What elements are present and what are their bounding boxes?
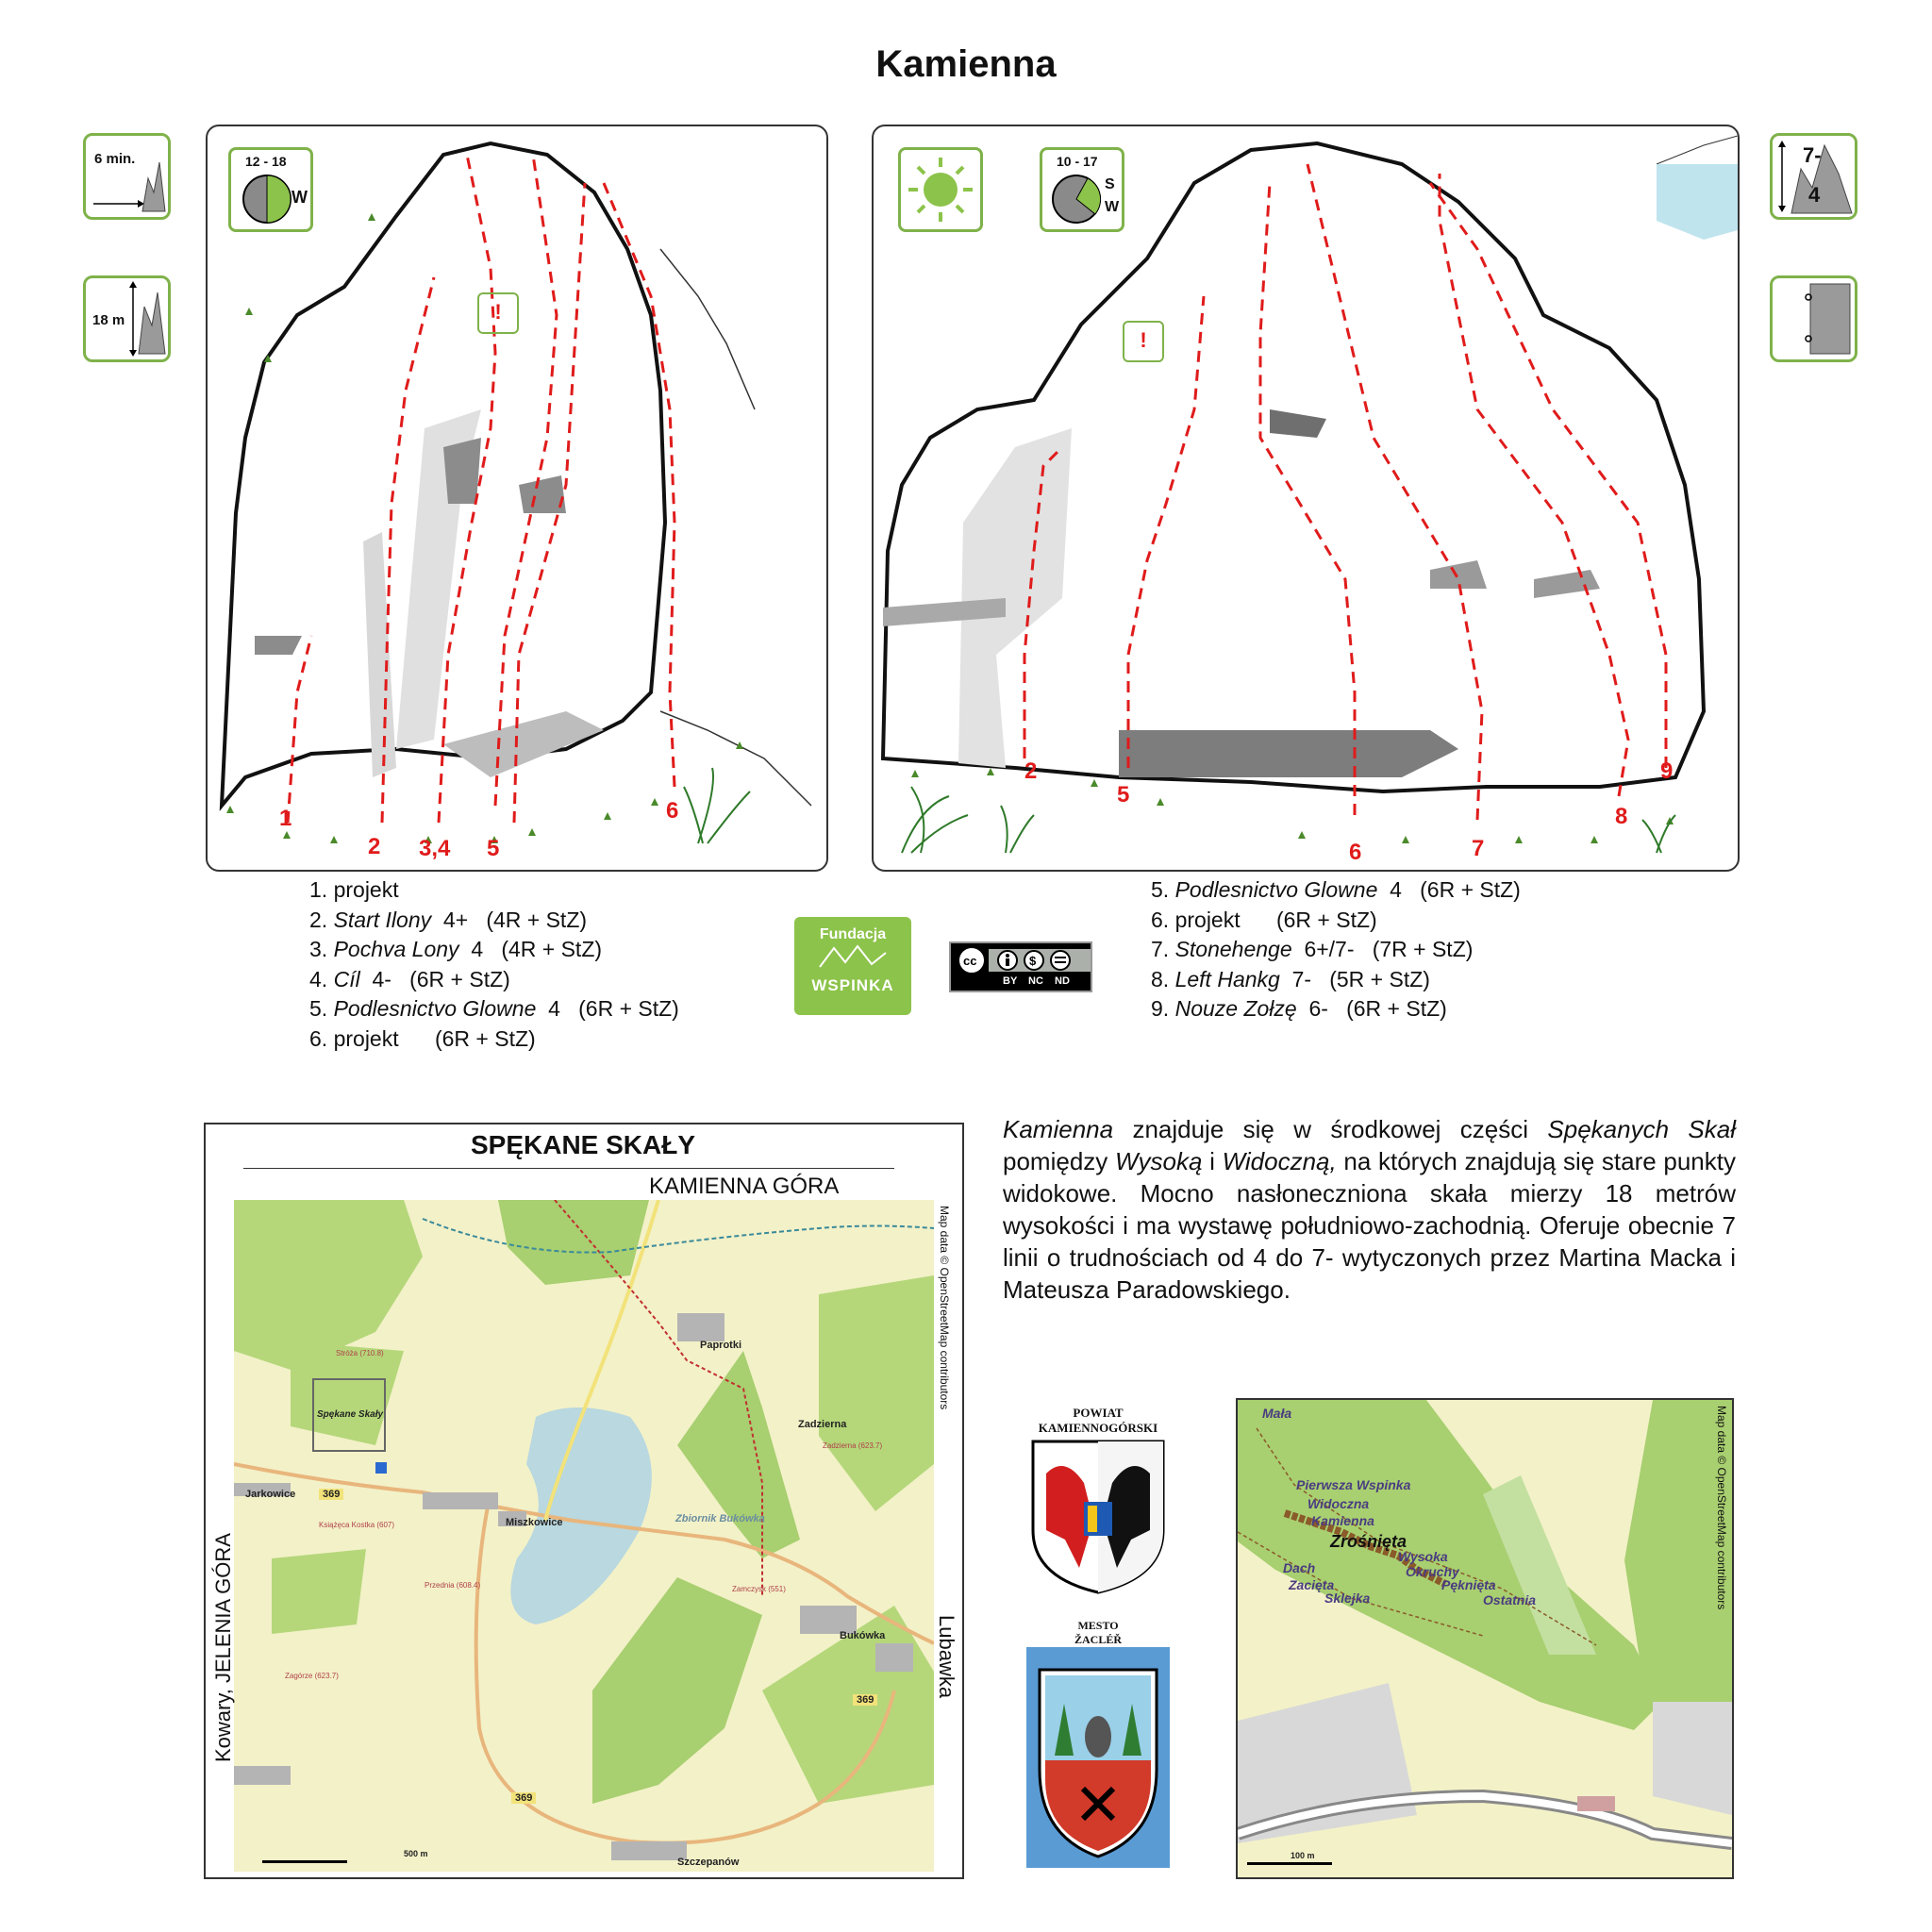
map-credit: Map data © OpenStreetMap contributors [938,1206,951,1410]
map-place: Paprotki [700,1340,742,1351]
sun-left-hours: 12 - 18 [245,154,287,169]
sun-clock-icon [241,173,293,225]
route-item: 5. Podlesnictvo Glowne 4 (6R + StZ) [1151,877,1521,902]
map-direction-right: Lubawka [935,1615,958,1699]
route-number: 3,4 [419,836,451,861]
route-number: 9 [1660,758,1674,784]
sector-label: Okruchy [1406,1564,1459,1579]
sun-right-direction: S [1105,176,1115,192]
topo-right-panel [872,125,1740,872]
topo-left-drawing [208,126,826,870]
approach-time-label: 6 min. [94,151,136,167]
sector-label: Pęknięta [1441,1577,1496,1592]
sector-label: Widoczna [1307,1496,1370,1511]
sun-left-direction: W [291,188,308,207]
cc-license-badge: cc $ BY NC ND [949,941,1092,992]
topo-right-drawing [874,126,1738,870]
grade-top-label: 7- [1803,143,1822,167]
warning-loose-rock-icon: ! [1123,321,1164,362]
route-number: 6 [666,798,679,824]
svg-text:cc: cc [963,954,977,968]
powiat-eagle-icon [1027,1436,1169,1594]
map-title: SPĘKANE SKAŁY [470,1130,696,1159]
svg-text:$: $ [1029,954,1037,968]
route-number: 8 [1615,804,1628,829]
map-place: Szczepanów [677,1857,740,1868]
detail-map-graphic [1238,1400,1732,1877]
route-number: 5 [487,836,500,861]
map-scale-label: 500 m [404,1849,428,1858]
map-place: Bukówka [840,1630,886,1641]
route-number: 5 [1117,782,1130,808]
map-peak: Zagórze (623.7) [285,1672,339,1680]
topo-left-panel [206,125,828,872]
map-direction-top: KAMIENNA GÓRA [649,1174,840,1199]
map-place: Jarkowice [245,1489,296,1500]
map-peak: Książęca Kostka (607) [319,1521,395,1529]
sun-icon [898,147,983,232]
map-peak: Stróża (710.8) [336,1349,384,1357]
route-item: 1. projekt [309,877,399,902]
sun-clock-icon [1050,173,1103,225]
map-direction-left: Kowary, JELENIA GÓRA [211,1533,235,1762]
height-label: 18 m [92,312,125,328]
map-lake-label: Zbiornik Bukówka [675,1513,765,1524]
powiat-crest: POWIAT KAMIENNOGÓRSKI [1026,1406,1170,1594]
route-number: 2 [368,834,381,859]
map-scale-label: 100 m [1291,1851,1315,1860]
route-item: 3. Pochva Lony 4 (4R + StZ) [309,937,603,961]
sector-label: Zacięta [1289,1577,1335,1592]
sector-label: Dach [1283,1560,1316,1575]
road-number: 369 [853,1694,877,1706]
overview-map-graphic [234,1200,934,1872]
sector-label: Sklejka [1324,1591,1371,1606]
route-item: 5. Podlesnictvo Glowne 4 (6R + StZ) [309,996,679,1021]
route-item: 7. Stonehenge 6+/7- (7R + StZ) [1151,937,1474,961]
approach-arrow-icon [86,136,168,217]
height-arrow-icon [86,278,168,359]
route-legend-left [309,875,679,1054]
map-peak: Przednia (608.4) [425,1581,481,1590]
map-credit: Map data © OpenStreetMap contributors [1715,1406,1728,1610]
map-peak: Zamczysk (551) [732,1585,786,1593]
route-item: 6. projekt (6R + StZ) [309,1025,536,1051]
route-number: 6 [1349,840,1362,865]
overview-map [204,1123,964,1879]
map-place: Miszkowice [506,1517,563,1528]
approach-time-icon [83,133,171,220]
grade-bottom-label: 4 [1808,183,1821,207]
fundacja-wspinka-logo: Fundacja WSPINKA [794,917,911,1015]
sector-label: Ostatnia [1483,1592,1537,1607]
route-number: 7 [1472,836,1485,861]
sector-label: Zrośnięta [1330,1532,1407,1551]
crag-description: Kamienna znajduje się w środkowej części Spękanych Skał pomiędzy Wysoką i Widoczną, na których znajdują się stare punkty widokowe. Mocno nasłoneczniona skała mierzy 18 metrów wysokości i ma wystawę południowo-zachodnią. Oferuje obecnie 7 linii o trudnościach od 4 do 7- wytyczonych przez Martina Macka i Mateusza Paradowskiego. [1003,1115,1736,1304]
cc-icons [951,943,1091,974]
map-place: Zadzierna [798,1419,847,1430]
route-item: 9. Nouze Zołzę 6- (6R + StZ) [1151,996,1447,1021]
map-peak: Zadzierna (623.7) [823,1441,883,1450]
page-title: Kamienna [875,43,1057,85]
detail-map [1236,1398,1734,1879]
road-number: 369 [511,1792,536,1804]
bolts-icon [1770,275,1857,362]
sector-label: Mała [1262,1406,1292,1421]
sector-label: Kamienna [1311,1513,1374,1528]
route-item: 4. Cíl 4- (6R + StZ) [309,966,510,991]
zacler-crest: MESTO ŽACLÉŘ [1026,1619,1170,1875]
route-item: 2. Start Ilony 4+ (4R + StZ) [309,907,588,932]
route-number: 1 [279,806,292,831]
route-item: 6. projekt (6R + StZ) [1151,907,1377,932]
route-item: 8. Left Hankg 7- (5R + StZ) [1151,966,1430,991]
grade-range-icon [1770,133,1857,220]
mountain-logo-icon [815,943,891,972]
sun-right-direction: W [1105,199,1120,215]
crag-location-label: Spękane Skały [317,1409,384,1420]
sun-exposure-right-icon [1040,147,1124,232]
zacler-bear-icon [1026,1647,1170,1868]
route-number: 2 [1024,758,1038,784]
height-icon [83,275,171,362]
sector-label: Pierwsza Wspinka [1296,1477,1411,1492]
sun-right-hours: 10 - 17 [1057,154,1098,169]
warning-loose-rock-icon: ! [477,292,519,334]
route-legend-right [1151,875,1521,1024]
sector-label: Wysoka [1398,1549,1448,1564]
road-number: 369 [319,1489,343,1500]
sun-exposure-left-icon [228,147,313,232]
